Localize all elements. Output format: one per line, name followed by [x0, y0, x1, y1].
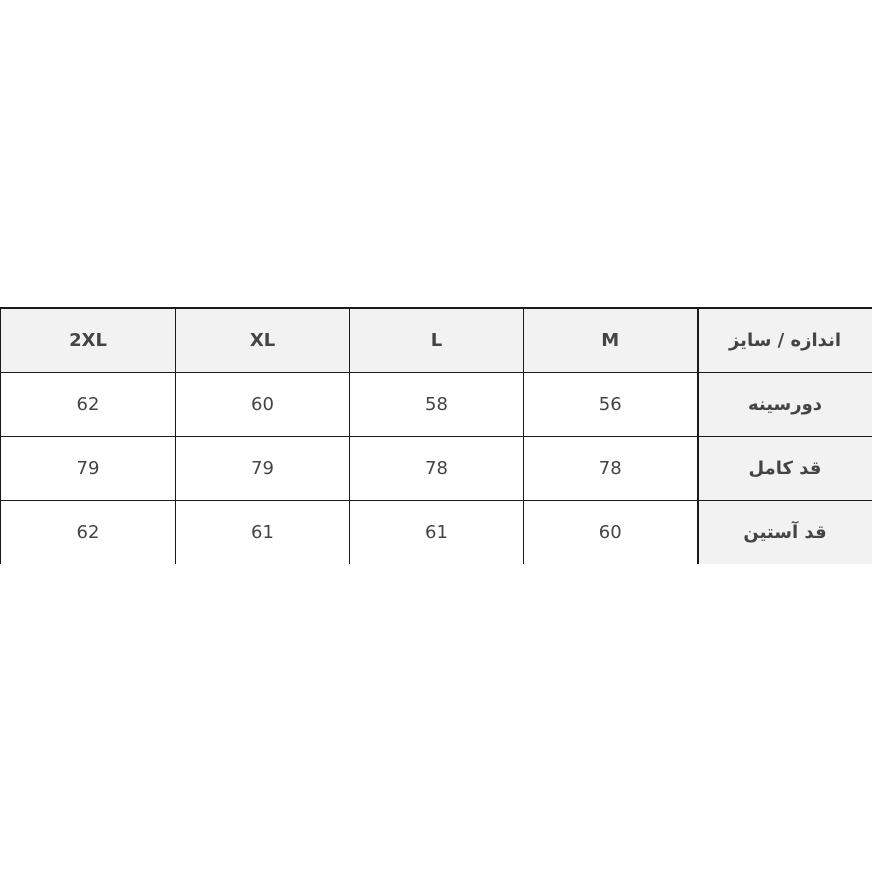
- row-label-length: قد کامل: [698, 437, 872, 501]
- table-row: [1, 437, 872, 501]
- cell-length-2xl: 79: [1, 437, 176, 501]
- cell-chest-xl: 60: [176, 373, 350, 437]
- corner-header: اندازه / سایز: [698, 308, 872, 373]
- cell-length-l: 78: [350, 437, 524, 501]
- cell-sleeve-l: 61: [350, 501, 524, 565]
- size-header-2xl: 2XL: [1, 308, 176, 373]
- cell-chest-m: 56: [524, 373, 698, 437]
- size-header-xl: XL: [176, 308, 350, 373]
- row-label-sleeve: قد آستین: [698, 501, 872, 565]
- size-header-m: M: [524, 308, 698, 373]
- table-row: [1, 373, 872, 437]
- size-chart-table: [0, 307, 872, 564]
- cell-sleeve-m: 60: [524, 501, 698, 565]
- cell-length-xl: 79: [176, 437, 350, 501]
- cell-sleeve-2xl: 62: [1, 501, 176, 565]
- cell-chest-l: 58: [350, 373, 524, 437]
- cell-sleeve-xl: 61: [176, 501, 350, 565]
- size-header-l: L: [350, 308, 524, 373]
- header-row: [1, 308, 872, 373]
- row-label-chest: دورسینه: [698, 373, 872, 437]
- cell-length-m: 78: [524, 437, 698, 501]
- cell-chest-2xl: 62: [1, 373, 176, 437]
- table-row: [1, 501, 872, 565]
